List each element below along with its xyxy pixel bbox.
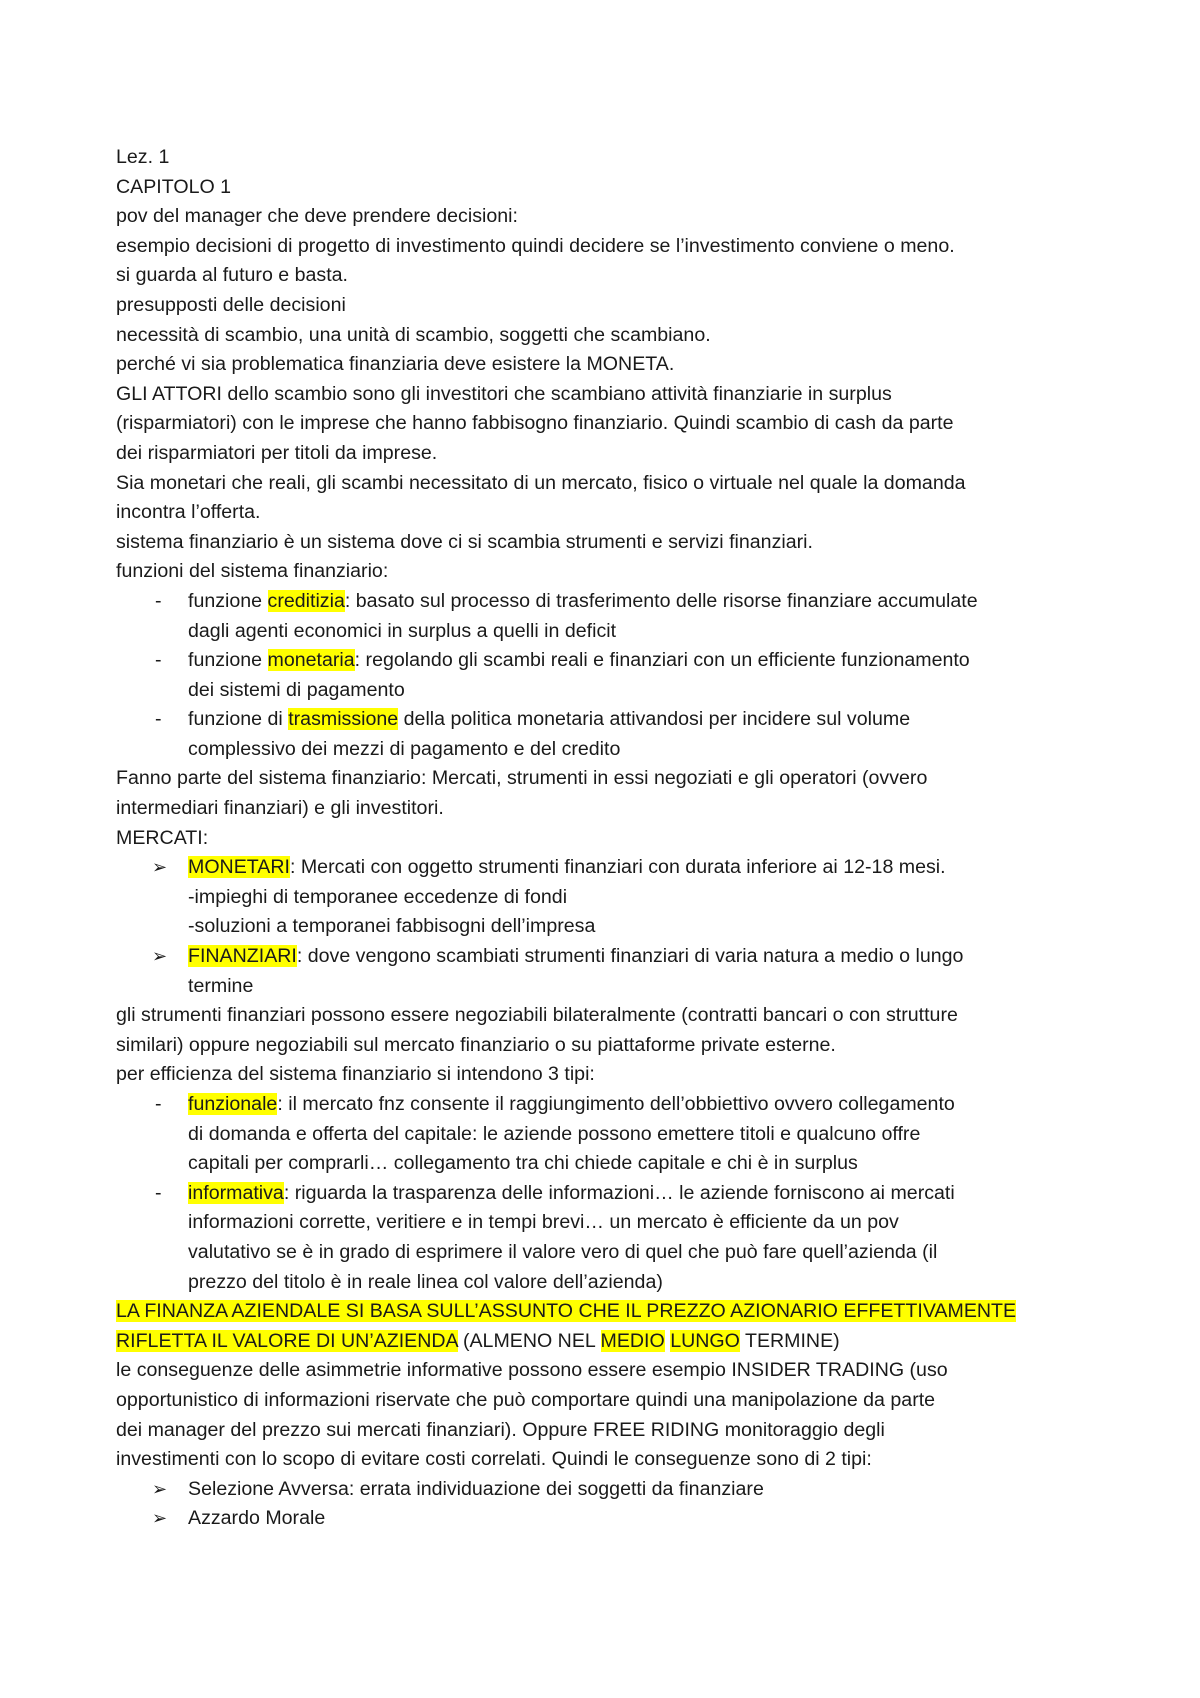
item-continuation: -impieghi di temporanee eccedenze di fondi	[188, 885, 568, 908]
paragraph-line: (risparmiatori) con le imprese che hanno fabbisogno finanziario. Quindi scambio di cash da parte	[116, 412, 954, 435]
item-text: : regolando gli scambi reali e finanziari con un efficiente funzionamento	[354, 649, 970, 672]
paragraph-line: similari) oppure negoziabili sul mercato finanziario o su piattaforme private esterne.	[116, 1033, 836, 1056]
item-text: : dove vengono scambiati strumenti finanziari di varia natura a medio o lungo	[296, 945, 964, 968]
chapter-title: CAPITOLO 1	[116, 175, 232, 198]
paragraph-line: si guarda al futuro e basta.	[116, 264, 349, 287]
market-item-finanziari	[116, 942, 1116, 1001]
statement-text: TERMINE)	[739, 1329, 840, 1352]
item-text: Azzardo Morale	[188, 1507, 326, 1530]
consequence-item-azzardo-morale	[116, 1504, 1116, 1534]
paragraph-line: perché vi sia problematica finanziaria deve esistere la MONETA.	[116, 353, 675, 376]
lesson-label: Lez. 1	[116, 146, 170, 168]
item-prefix: funzione	[188, 589, 268, 612]
item-continuation: dagli agenti economici in surplus a quelli in deficit	[188, 619, 617, 642]
function-item-monetaria	[116, 646, 1116, 705]
paragraph-line: dei manager del prezzo sui mercati finanziari). Oppure FREE RIDING monitoraggio degli	[116, 1418, 885, 1441]
highlighted-term: funzionale	[188, 1093, 278, 1115]
paragraph-line: gli strumenti finanziari possono essere negoziabili bilateralmente (contratti bancari o con strutture	[116, 1004, 958, 1027]
market-item-monetari	[116, 853, 1116, 942]
highlighted-term: monetaria	[267, 649, 355, 672]
item-continuation: dei sistemi di pagamento	[188, 678, 405, 701]
item-text: : basato sul processo di trasferimento delle risorse finanziare accumulate	[344, 589, 978, 612]
section-label-mercati: MERCATI:	[116, 826, 209, 849]
paragraph-line: funzioni del sistema finanziario:	[116, 560, 389, 583]
item-continuation: termine	[188, 974, 254, 997]
item-prefix: funzione di	[188, 708, 289, 731]
item-text: : il mercato fnz consente il raggiungimento dell’obbiettivo ovvero collegamento	[277, 1093, 955, 1115]
item-continuation: informazioni corrette, veritiere e in tempi brevi… un mercato è efficiente da un pov	[188, 1211, 899, 1234]
key-statement-line-2	[116, 1327, 1116, 1357]
item-text: : riguarda la trasparenza delle informazioni… le aziende forniscono ai mercati	[283, 1181, 955, 1204]
item-continuation: complessivo dei mezzi di pagamento e del credito	[188, 737, 621, 760]
paragraph-line: opportunistico di informazioni riservate che può comportare quindi una manipolazione da parte	[116, 1388, 936, 1411]
paragraph-line: esempio decisioni di progetto di investimento quindi decidere se l’investimento conviene o meno.	[116, 234, 955, 257]
paragraph-line: intermediari finanziari) e gli investitori.	[116, 797, 444, 820]
highlighted-term: informativa	[188, 1181, 284, 1204]
statement-text: (ALMENO NEL	[457, 1329, 601, 1352]
paragraph-line: presupposti delle decisioni	[116, 293, 346, 316]
dash-bullet: -	[155, 649, 162, 672]
dash-bullet: -	[155, 1181, 162, 1204]
arrow-bullet-icon: ➢	[152, 1478, 168, 1499]
dash-bullet: -	[155, 589, 162, 612]
highlighted-term: MEDIO	[600, 1329, 665, 1352]
highlighted-term: FINANZIARI	[188, 945, 297, 968]
arrow-bullet-icon: ➢	[152, 1508, 168, 1529]
dash-bullet: -	[155, 1093, 162, 1115]
paragraph-line: Sia monetari che reali, gli scambi necessitato di un mercato, fisico o virtuale nel quale la domanda	[116, 471, 966, 494]
highlighted-statement: LA FINANZA AZIENDALE SI BASA SULL’ASSUNTO CHE IL PREZZO AZIONARIO EFFETTIVAMENTE	[116, 1300, 1017, 1323]
key-statement-line-1	[116, 1297, 1116, 1327]
item-continuation: prezzo del titolo è in reale linea col valore dell’azienda)	[188, 1270, 663, 1293]
highlighted-term: trasmissione	[288, 708, 399, 731]
arrow-bullet-icon: ➢	[152, 946, 168, 967]
consequence-item-selezione-avversa	[116, 1475, 1116, 1505]
item-continuation: di domanda e offerta del capitale: le aziende possono emettere titoli e qualcuno offre	[188, 1122, 921, 1145]
dash-bullet: -	[155, 708, 162, 731]
efficiency-item-informativa	[116, 1179, 1116, 1297]
paragraph-line: sistema finanziario è un sistema dove ci si scambia strumenti e servizi finanziari.	[116, 530, 813, 553]
function-item-creditizia	[116, 587, 1116, 646]
item-prefix: funzione	[188, 649, 268, 672]
paragraph-line: dei risparmiatori per titoli da imprese.	[116, 441, 438, 464]
item-text: Selezione Avversa: errata individuazione dei soggetti da finanziare	[188, 1477, 764, 1500]
paragraph-line: investimenti con lo scopo di evitare costi correlati. Quindi le conseguenze sono di 2 tipi:	[116, 1448, 872, 1471]
paragraph-line: necessità di scambio, una unità di scambio, soggetti che scambiano.	[116, 323, 711, 346]
item-continuation: valutativo se è in grado di esprimere il valore vero di quel che può fare quell’azienda (il	[188, 1240, 938, 1263]
arrow-bullet-icon: ➢	[152, 857, 168, 878]
document-body	[116, 143, 1116, 1534]
function-item-trasmissione	[116, 705, 1116, 764]
paragraph-line: pov del manager che deve prendere decisioni:	[116, 205, 518, 228]
efficiency-item-funzionale	[116, 1090, 1116, 1179]
highlighted-statement: RIFLETTA IL VALORE DI UN’AZIENDA	[116, 1329, 458, 1352]
highlighted-term: LUNGO	[670, 1329, 740, 1352]
highlighted-term: creditizia	[267, 589, 345, 612]
paragraph-line: incontra l’offerta.	[116, 501, 261, 524]
item-continuation: capitali per comprarli… collegamento tra chi chiede capitale e chi è in surplus	[188, 1152, 858, 1175]
item-continuation: -soluzioni a temporanei fabbisogni dell’impresa	[188, 915, 596, 938]
paragraph-line: per efficienza del sistema finanziario si intendono 3 tipi:	[116, 1063, 595, 1086]
paragraph-line: GLI ATTORI dello scambio sono gli investitori che scambiano attività finanziarie in surplus	[116, 382, 892, 405]
item-text: : Mercati con oggetto strumenti finanziari con durata inferiore ai 12-18 mesi.	[289, 856, 946, 879]
item-text: della politica monetaria attivandosi per incidere sul volume	[398, 708, 911, 731]
paragraph-line: Fanno parte del sistema finanziario: Mercati, strumenti in essi negoziati e gli operatori (ovvero	[116, 767, 928, 790]
highlighted-term: MONETARI	[188, 856, 290, 879]
paragraph-line: le conseguenze delle asimmetrie informative possono essere esempio INSIDER TRADING (uso	[116, 1359, 948, 1382]
